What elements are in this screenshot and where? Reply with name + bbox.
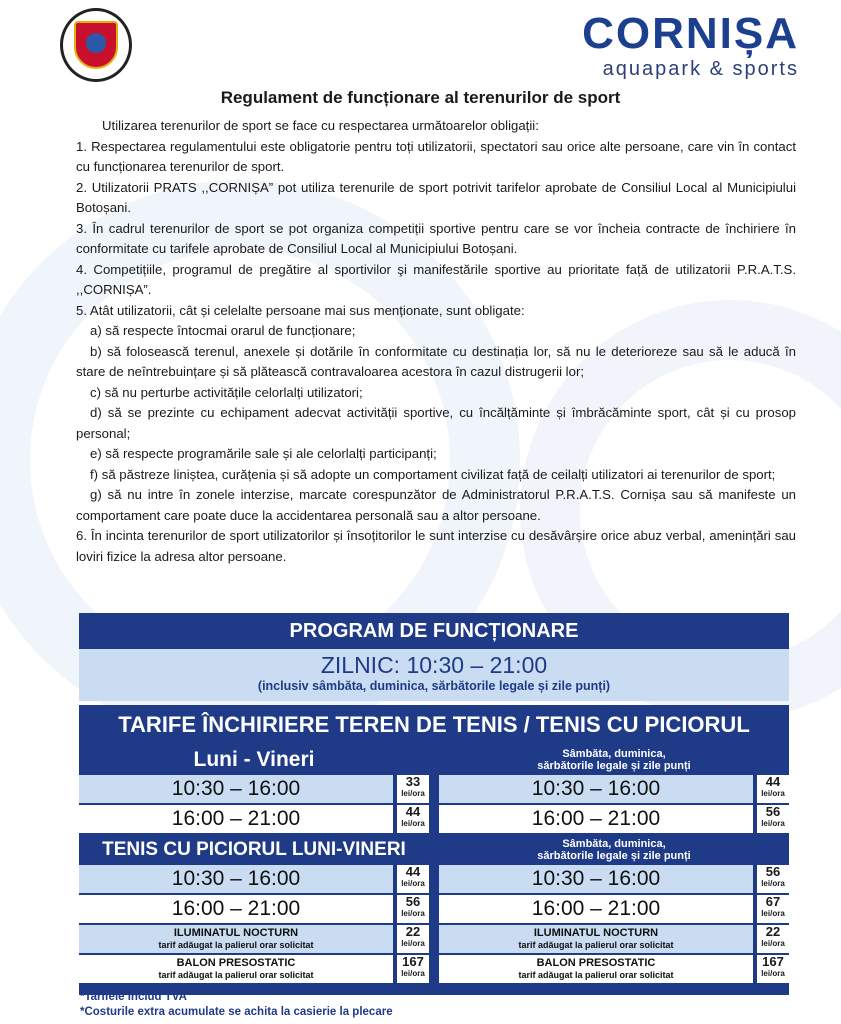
program-title: PROGRAM DE FUNCȚIONARE xyxy=(79,613,789,649)
time-slot: 16:00 – 21:00 xyxy=(79,805,393,833)
rule-subitem: g) să nu intre în zonele interzise, marcate corespunzător de Administratorul P.R.A.T.S. Cornișa sau să manifeste un comportament care poate duce la accidentarea personală sau a altor persoane. xyxy=(76,487,796,523)
rule-item: 4. Competițiile, programul de pregătire al sportivilor şi manifestările sportive au prioritate față de utilizatorii P.R.A.T.S. ,,CORNIȘA”. xyxy=(76,261,796,297)
extra-fee: ILUMINATUL NOCTURN tarif adăugat la palierul orar solicitat xyxy=(439,925,753,953)
tariff-title: TARIFE ÎNCHIRIERE TEREN DE TENIS / TENIS CU PICIORUL xyxy=(79,705,789,745)
rule-item: 5. Atât utilizatorii, cât și celelalte persoane mai sus menționate, sunt obligate: xyxy=(76,302,525,318)
tariff-grid xyxy=(79,745,789,995)
table-row xyxy=(79,775,429,803)
weekend-column xyxy=(439,745,789,985)
footnotes xyxy=(80,990,393,1020)
weekday-column xyxy=(79,745,429,985)
price-cell: 22 lei/ora xyxy=(397,925,429,953)
price-cell: 44 lei/ora xyxy=(397,805,429,833)
municipal-crest-logo xyxy=(60,8,132,82)
price-cell: 67 lei/ora xyxy=(757,895,789,923)
rules-list xyxy=(76,116,796,567)
footnote: *Tarifele includ TVA xyxy=(80,991,187,1003)
page-title: Regulament de funcționare al terenurilor de sport xyxy=(220,88,621,107)
price-cell: 22 lei/ora xyxy=(757,925,789,953)
rule-subitem: c) să nu perturbe activitățile celorlalți utilizatori; xyxy=(90,384,363,400)
time-slot: 10:30 – 16:00 xyxy=(79,775,393,803)
table-row xyxy=(79,925,429,953)
price-cell: 56 lei/ora xyxy=(397,895,429,923)
tennis-weekend-head: Sâmbăta, duminica, sărbătorile legale și zile punți xyxy=(537,748,691,772)
time-slot: 10:30 – 16:00 xyxy=(439,775,753,803)
time-slot: 10:30 – 16:00 xyxy=(79,865,393,893)
footnote: *Costurile extra acumulate se achita la casierie la plecare xyxy=(80,1006,393,1018)
time-slot: 16:00 – 21:00 xyxy=(439,895,753,923)
rule-subitem: f) să păstreze liniștea, curățenia și să adopte un comportament civilizat față de ceilalți utilizatori ai terenurilor de sport; xyxy=(90,466,776,482)
brand-logo xyxy=(582,9,799,81)
table-row xyxy=(439,775,789,803)
rule-item: 2. Utilizatorii PRATS ,,CORNIȘA” pot utiliza terenurile de sport potrivit tarifelor aprobate de Consiliul Local al Municipiului Botoșani. xyxy=(76,179,796,215)
rule-subitem: e) să respecte programările sale și ale celorlalți participanți; xyxy=(90,446,437,461)
price-cell: 167 lei/ora xyxy=(757,955,789,983)
table-row xyxy=(79,805,429,833)
price-cell: 44 lei/ora xyxy=(757,775,789,803)
rule-item: 1. Respectarea regulamentului este obligatorie pentru toți utilizatorii, spectatori sau orice alte persoane, care vin în contact cu funcționarea terenurilor de sport. xyxy=(76,138,796,174)
rule-subitem: d) să se prezinte cu echipament adecvat activității sportive, cu încălțăminte și îmbrăcăminte sport, cât și cu prosop personal; xyxy=(76,405,796,441)
rule-subitem: b) să folosească terenul, anexele și dotările în conformitate cu destinația lor, să nu le deterioreze sau să le aducă în stare de neîntrebuințare și să plătească contravaloarea acestora în cazul distrugerii lor; xyxy=(76,343,796,379)
table-row xyxy=(79,955,429,983)
schedule-panel xyxy=(79,613,789,995)
extra-fee: BALON PRESOSTATIC tarif adăugat la palierul orar solicitat xyxy=(79,955,393,983)
time-slot: 16:00 – 21:00 xyxy=(79,895,393,923)
table-row xyxy=(79,865,429,893)
table-row xyxy=(439,805,789,833)
table-row xyxy=(439,955,789,983)
price-cell: 33 lei/ora xyxy=(397,775,429,803)
crest-shield-icon xyxy=(74,21,118,69)
program-box xyxy=(79,649,789,701)
extra-fee: ILUMINATUL NOCTURN tarif adăugat la palierul orar solicitat xyxy=(79,925,393,953)
tennis-weekday-head: Luni - Vineri xyxy=(193,748,315,771)
brand-subtitle: aquapark & sports xyxy=(602,58,799,80)
footvolley-weekend-head: Sâmbăta, duminica, sărbătorile legale și zile punți xyxy=(537,838,691,862)
price-cell: 56 lei/ora xyxy=(757,805,789,833)
table-row xyxy=(79,895,429,923)
time-slot: 10:30 – 16:00 xyxy=(439,865,753,893)
rules-intro: Utilizarea terenurilor de sport se face cu respectarea următoarelor obligații: xyxy=(102,118,539,133)
program-note: (inclusiv sâmbăta, duminica, sărbătorile legale și zile punți) xyxy=(257,679,611,693)
footvolley-weekday-head: TENIS CU PICIORUL LUNI-VINERI xyxy=(102,839,406,860)
table-row xyxy=(439,895,789,923)
header xyxy=(0,0,841,90)
rule-subitem: a) să respecte întocmai orarul de funcționare; xyxy=(90,323,356,338)
program-time: ZILNIC: 10:30 – 21:00 xyxy=(320,652,548,678)
table-row xyxy=(439,865,789,893)
price-cell: 56 lei/ora xyxy=(757,865,789,893)
extra-fee: BALON PRESOSTATIC tarif adăugat la palierul orar solicitat xyxy=(439,955,753,983)
price-cell: 44 lei/ora xyxy=(397,865,429,893)
brand-name: CORNIȘA xyxy=(582,9,799,58)
rule-item: 3. În cadrul terenurilor de sport se pot organiza competiții sportive pentru care se vor încheia contracte de închiriere în conformitate cu tarifele aprobate de Consiliul Local al Municipiului Botoșani. xyxy=(76,220,796,256)
time-slot: 16:00 – 21:00 xyxy=(439,805,753,833)
rule-item: 6. În incinta terenurilor de sport utilizatorilor și însoțitorilor le sunt interzise cu desăvârșire orice abuz verbal, amenințări sau loviri fizice la adresa altor persoane. xyxy=(76,528,796,564)
price-cell: 167 lei/ora xyxy=(397,955,429,983)
table-row xyxy=(439,925,789,953)
